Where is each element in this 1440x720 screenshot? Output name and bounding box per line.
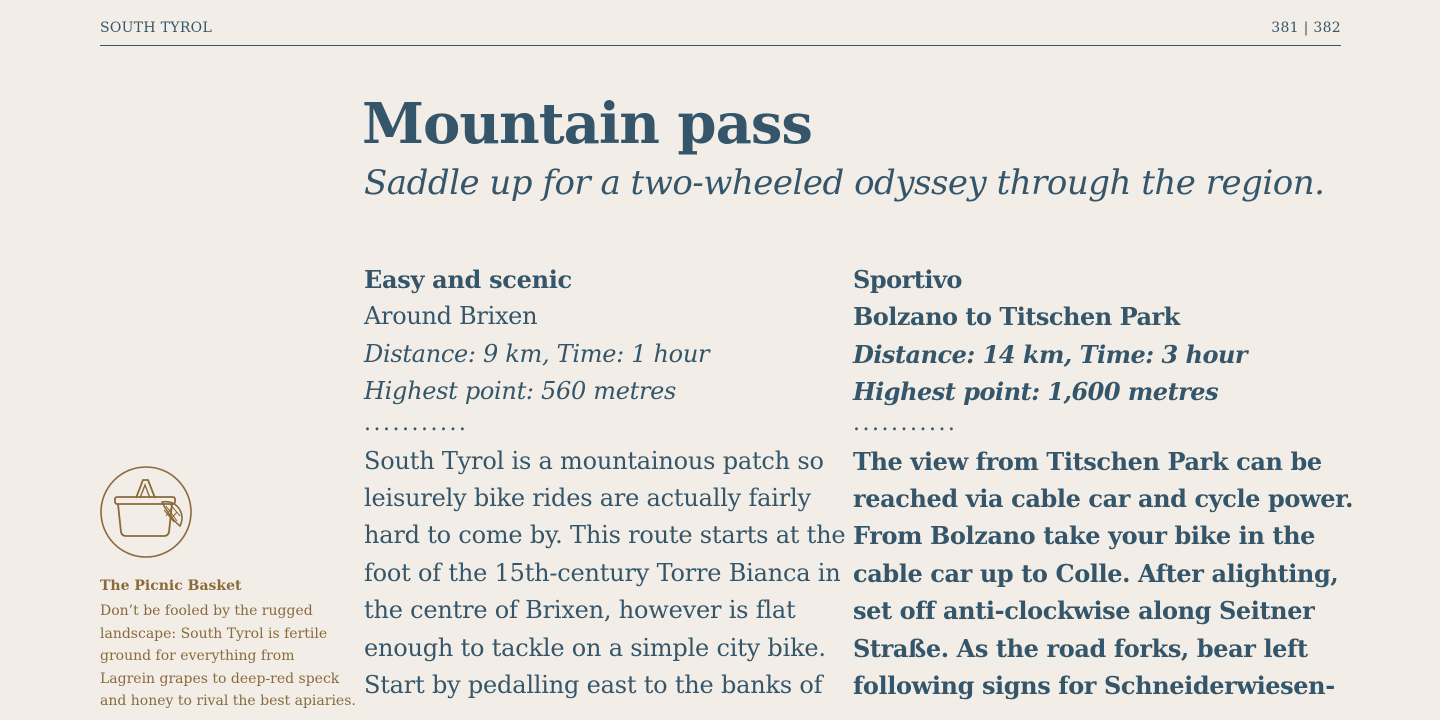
route-distance-time: Distance: 9 km, Time: 1 hour [364,339,710,368]
body-line: the centre of Brixen, however is flat [364,596,796,625]
body-line: Straße. As the road forks, bear left [853,633,1308,663]
sidebar-text-line: and honey to rival the best apiaries. [100,693,356,709]
page-numbers: 381 | 382 [1271,20,1341,36]
route-highest-point: Highest point: 1,600 metres [853,377,1219,407]
route-name: Bolzano to Titschen Park [853,302,1180,332]
article-subtitle: Saddle up for a two-wheeled odyssey through the region. [364,163,1325,203]
sidebar-title: The Picnic Basket [100,578,242,594]
body-line: foot of the 15th-century Torre Bianca in [364,558,841,587]
route-heading: Easy and scenic [364,265,572,294]
sidebar-text-line: Don’t be fooled by the rugged [100,603,313,619]
route-column-sportivo [853,261,1353,704]
route-highest-point: Highest point: 560 metres [364,377,677,406]
picnic-basket-icon [100,466,192,558]
route-heading: Sportivo [853,265,962,294]
body-line: set off anti-clockwise along Seitner [853,596,1315,626]
body-line: hard to come by. This route starts at the [364,521,846,550]
route-name: Around Brixen [364,302,538,331]
sidebar-text-line: landscape: South Tyrol is fertile [100,625,328,642]
section-label: SOUTH TYROL [100,20,213,36]
dotted-divider: ........... [853,410,958,436]
sidebar-text-line: Lagrein grapes to deep-red speck [100,670,340,687]
running-header [100,18,1341,46]
route-distance-time: Distance: 14 km, Time: 3 hour [853,339,1248,369]
sidebar-note [100,466,356,709]
body-line: The view from Titschen Park can be [853,446,1322,476]
body-line: South Tyrol is a mountainous patch so [364,446,824,475]
article-title: Mountain pass [362,91,812,157]
body-line: following signs for Schneiderwiesen- [853,671,1335,701]
sidebar-text [100,600,356,713]
body-line: Start by pedalling east to the banks of [364,671,823,700]
body-line: leisurely bike rides are actually fairly [364,484,811,513]
sidebar-text-line: ground for everything from [100,648,295,664]
route-column-easy [364,261,845,704]
body-line: From Bolzano take your bike in the [853,521,1315,551]
body-line: reached via cable car and cycle power. [853,484,1354,514]
body-line: enough to tackle on a simple city bike. [364,633,826,662]
body-line: cable car up to Colle. After alighting, [853,558,1339,588]
dotted-divider: ........... [364,410,469,436]
